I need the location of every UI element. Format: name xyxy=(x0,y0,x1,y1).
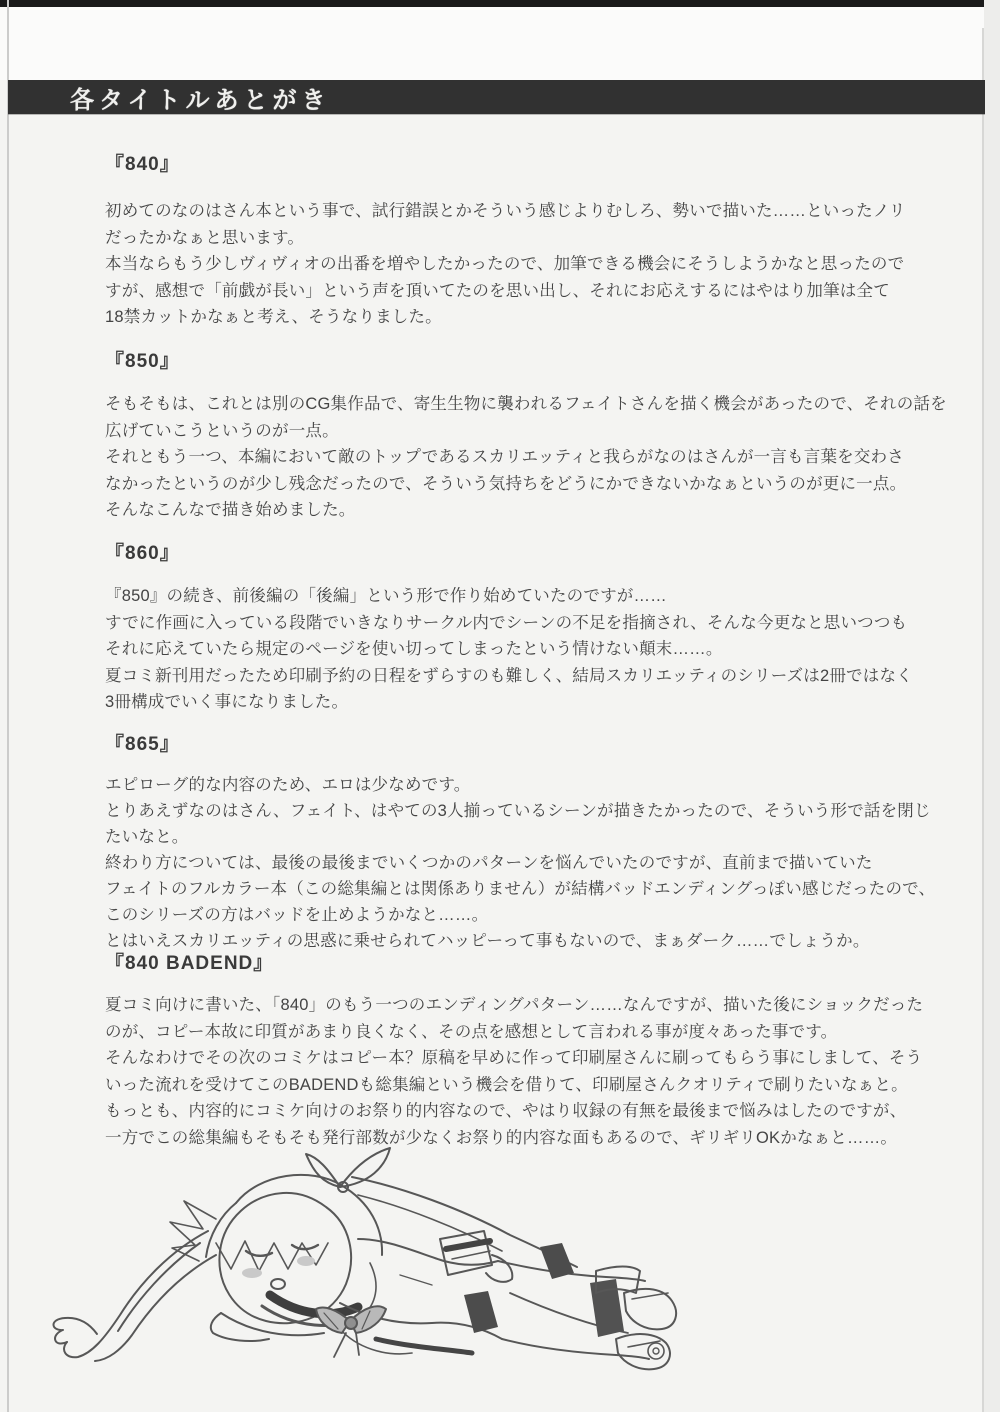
page-right-margin xyxy=(984,0,1000,1412)
paragraph-line: 本当ならもう少しヴィヴィオの出番を増やしたかったので、加筆できる機会にそうしようかなと思ったので xyxy=(105,255,905,273)
paragraph-line: 夏コミ新刊用だったため印刷予約の日程をずらすのも難しく、結局スカリエッティのシリーズは2冊ではなく xyxy=(105,666,913,685)
paragraph-line: それともう一つ、本編において敵のトップであるスカリエッティと我らがなのはさんが一言も言葉を交わさ xyxy=(105,448,904,466)
paragraph-line: フェイトのフルカラー本（この総集編とは関係ありません）が結構バッドエンディングっぽい感じだったので、 xyxy=(105,880,936,898)
paragraph-line: エピローグ的な内容のため、エロは少なめです。 xyxy=(105,776,471,794)
section-840-paragraph xyxy=(105,198,950,331)
paragraph-line: 広げていこうというのが一点。 xyxy=(105,421,339,440)
page-header xyxy=(8,80,985,114)
scan-edge-right xyxy=(982,28,984,1412)
section-850-paragraph xyxy=(105,391,950,524)
page-title: 各タイトルあとがき xyxy=(70,87,331,114)
section-860-paragraph xyxy=(105,583,950,716)
sleeping-girl-sketch-illustration xyxy=(40,1143,680,1409)
section-840-badend-paragraph xyxy=(105,992,950,1151)
section-840 xyxy=(105,149,950,176)
section-850 xyxy=(105,346,950,373)
paragraph-line: それに応えていたら規定のページを使い切ってしまったという情けない顛末……。 xyxy=(105,640,723,658)
paragraph-line: なかったというのが少し残念だったので、そういう気持ちをどうにかできないかなぁというのが更に一点。 xyxy=(105,474,907,493)
paragraph-line: とはいえスカリエッティの思惑に乗せられてハッピーって事もないので、まぁダーク……でしょうか。 xyxy=(105,932,870,950)
paragraph-line: そんなわけでその次のコミケはコピー本？原稿を早めに作って印刷屋さんに刷ってもらう事にしまして、そう xyxy=(105,1049,923,1067)
paragraph-line: このシリーズの方はバッドを止めようかなと……。 xyxy=(105,906,489,924)
section-title-840: 『840』 xyxy=(105,154,180,175)
scan-edge-top xyxy=(0,0,986,7)
paragraph-line: すでに作画に入っている段階でいきなりサークル内でシーンの不足を指摘され、そんな今更なと思いつつも xyxy=(105,613,908,632)
paragraph-line: 『850』の続き、前後編の「後編」という形で作り始めていたのですが…… xyxy=(105,587,667,605)
scan-edge-left xyxy=(7,0,9,1412)
section-840-badend xyxy=(105,948,950,975)
section-title-840-badend: 『840 BADEND』 xyxy=(105,953,274,974)
paragraph-line: 初めてのなのはさん本という事で、試行錯誤とかそういう感じよりむしろ、勢いで描いた……といったノリ xyxy=(105,202,906,220)
paragraph-line: のが、コピー本故に印質があまり良くなく、その点を感想として言われる事が度々あった事です。 xyxy=(105,1022,838,1041)
section-title-860: 『860』 xyxy=(105,543,180,564)
section-865-paragraph xyxy=(105,772,950,954)
paragraph-line: だったかなぁと思います。 xyxy=(105,228,305,247)
paragraph-line: 終わり方については、最後の最後までいくつかのパターンを悩んでいたのですが、直前まで描いていた xyxy=(105,854,873,872)
paragraph-line: たいなと。 xyxy=(105,828,189,846)
section-865 xyxy=(105,729,950,756)
paragraph-line: 一方でこの総集編もそもそも発行部数が少なくお祭り的内容な面もあるので、ギリギリOKかなぁと……。 xyxy=(105,1128,898,1147)
paragraph-line: そんなこんなで描き始めました。 xyxy=(105,501,356,519)
paragraph-line: 18禁カットかなぁと考え、そうなりました。 xyxy=(105,308,442,326)
paragraph-line: そもそもは、これとは別のCG集作品で、寄生生物に襲われるフェイトさんを描く機会があったので、それの話を xyxy=(105,395,947,413)
paragraph-line: すが、感想で「前戯が長い」という声を頂いてたのを思い出し、それにお応えするにはやはり加筆は全て xyxy=(105,281,890,300)
paragraph-line: もっとも、内容的にコミケ向けのお祭り的内容なので、やはり収録の有無を最後まで悩みはしたのですが、 xyxy=(105,1102,907,1120)
section-title-850: 『850』 xyxy=(105,351,180,372)
section-title-865: 『865』 xyxy=(105,734,180,755)
paragraph-line: とりあえずなのはさん、フェイト、はやての3人揃っているシーンが描きたかったので、そういう形で話を閉じ xyxy=(105,802,931,820)
page-top-margin xyxy=(0,0,1000,80)
paragraph-line: 夏コミ向けに書いた、「840」のもう一つのエンディングパターン……なんですが、描いた後にショックだった xyxy=(105,996,924,1014)
paragraph-line: 3冊構成でいく事になりました。 xyxy=(105,693,349,711)
section-860 xyxy=(105,538,950,565)
paragraph-line: いった流れを受けてこのBADENDも総集編という機会を借りて、印刷屋さんクオリティで刷りたいなぁと。 xyxy=(105,1075,908,1094)
